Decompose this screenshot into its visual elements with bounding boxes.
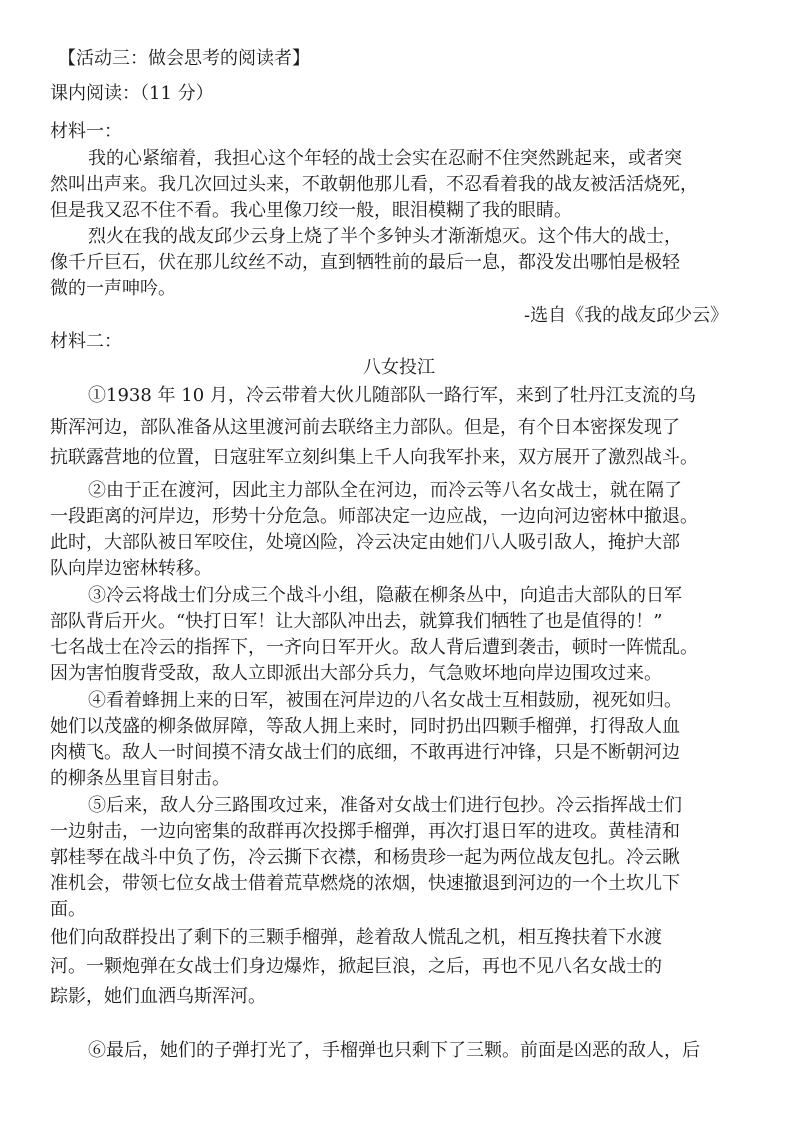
material1-line: 然叫出声来。我几次回过头来，不敢朝他那儿看，不忍看着我的战友被活活烧死，	[50, 174, 698, 195]
material2-line: ⑥最后，她们的子弹打光了，手榴弹也只剩下了三颗。前面是凶恶的敌人，后	[88, 1040, 700, 1061]
activity-heading: 【活动三：做会思考的阅读者】	[58, 48, 310, 68]
material2-line: 七名战士在冷云的指挥下，一齐向日军开火。敌人背后遭到袭击，顿时一阵慌乱。	[50, 637, 698, 658]
material2-line: 此时，大部队被日军咬住，处境凶险，冷云决定由她们八人吸引敌人，掩护大部	[50, 532, 680, 553]
material2-line: 河。一颗炮弹在女战士们身边爆炸，掀起巨浪，之后，再也不见八名女战士的	[50, 956, 662, 977]
material1-line: 微的一声呻吟。	[50, 278, 176, 299]
material2-line: 一段距离的河岸边，形势十分危急。师部决定一边应战，一边向河边密林中撤退。	[50, 506, 698, 527]
material1-source: -选自《我的战友邱少云》	[524, 305, 729, 326]
material1-line: 烈火在我的战友邱少云身上烧了半个多钟头才渐渐熄灭。这个伟大的战士，	[88, 226, 682, 247]
material2-line: 踪影，她们血洒乌斯浑河。	[50, 986, 266, 1007]
material2-line: 抗联露营地的位置，日寇驻军立刻纠集上千人向我军扑来，双方展开了激烈战斗。	[50, 447, 698, 468]
material1-line: 像千斤巨石，伏在那儿纹丝不动，直到牺牲前的最后一息，都没发出哪怕是极轻	[50, 252, 680, 273]
material2-line: 一边射击，一边向密集的敌群再次投掷手榴弹，再次打退日军的进攻。黄桂清和	[50, 821, 680, 842]
material2-line: 郭桂琴在战斗中负了伤，冷云撕下衣襟，和杨贵珍一起为两位战友包扎。冷云瞅	[50, 847, 680, 868]
material2-line: 的柳条丛里盲目射击。	[50, 768, 230, 789]
material2-line: ⑤后来，敌人分三路围攻过来，准备对女战士们进行包抄。冷云指挥战士们	[88, 795, 682, 816]
material1-line: 我的心紧缩着，我担心这个年轻的战士会实在忍耐不住突然跳起来，或者突	[88, 148, 682, 169]
material2-line: ①1938 年 10 月，冷云带着大伙儿随部队一路行军，来到了牡丹江支流的乌	[88, 385, 696, 406]
material2-line: 因为害怕腹背受敌，敌人立即派出大部分兵力，气急败坏地向岸边围攻过来。	[50, 663, 662, 684]
material2-line: 部队背后开火。“快打日军！让大部队冲出去，就算我们牺牲了也是值得的！”	[50, 611, 663, 632]
material2-line: 面。	[50, 899, 86, 920]
material1-label: 材料一：	[50, 121, 122, 142]
material1-line: 但是我又忍不住不看。我心里像刀绞一般，眼泪模糊了我的眼睛。	[50, 200, 572, 221]
material2-line: 准机会，带领七位女战士借着荒草燃烧的浓烟，快速撤退到河边的一个土坎儿下	[50, 873, 680, 894]
material2-line: ④看着蜂拥上来的日军，被围在河岸边的八名女战士互相鼓励，视死如归。	[88, 690, 682, 711]
section-heading: 课内阅读：（11 分）	[50, 83, 214, 104]
material2-label: 材料二：	[50, 331, 122, 352]
material2-line: ②由于正在渡河，因此主力部队全在河边，而冷云等八名女战士，就在隔了	[88, 480, 682, 501]
material2-line: 她们以茂盛的柳条做屏障，等敌人拥上来时，同时扔出四颗手榴弹，打得敌人血	[50, 716, 680, 737]
material2-line: ③冷云将战士们分成三个战斗小组，隐蔽在柳条丛中，向追击大部队的日军	[88, 585, 682, 606]
material2-line: 他们向敌群投出了剩下的三颗手榴弹，趁着敌人慌乱之机，相互搀扶着下水渡	[50, 927, 662, 948]
material2-line: 队向岸边密林转移。	[50, 558, 212, 579]
material2-line: 肉横飞。敌人一时间摸不清女战士们的底细，不敢再进行冲锋，只是不断朝河边	[50, 742, 680, 763]
material2-title: 八女投江	[363, 357, 435, 378]
material2-line: 斯浑河边，部队准备从这里渡河前去联络主力部队。但是，有个日本密探发现了	[50, 417, 680, 438]
